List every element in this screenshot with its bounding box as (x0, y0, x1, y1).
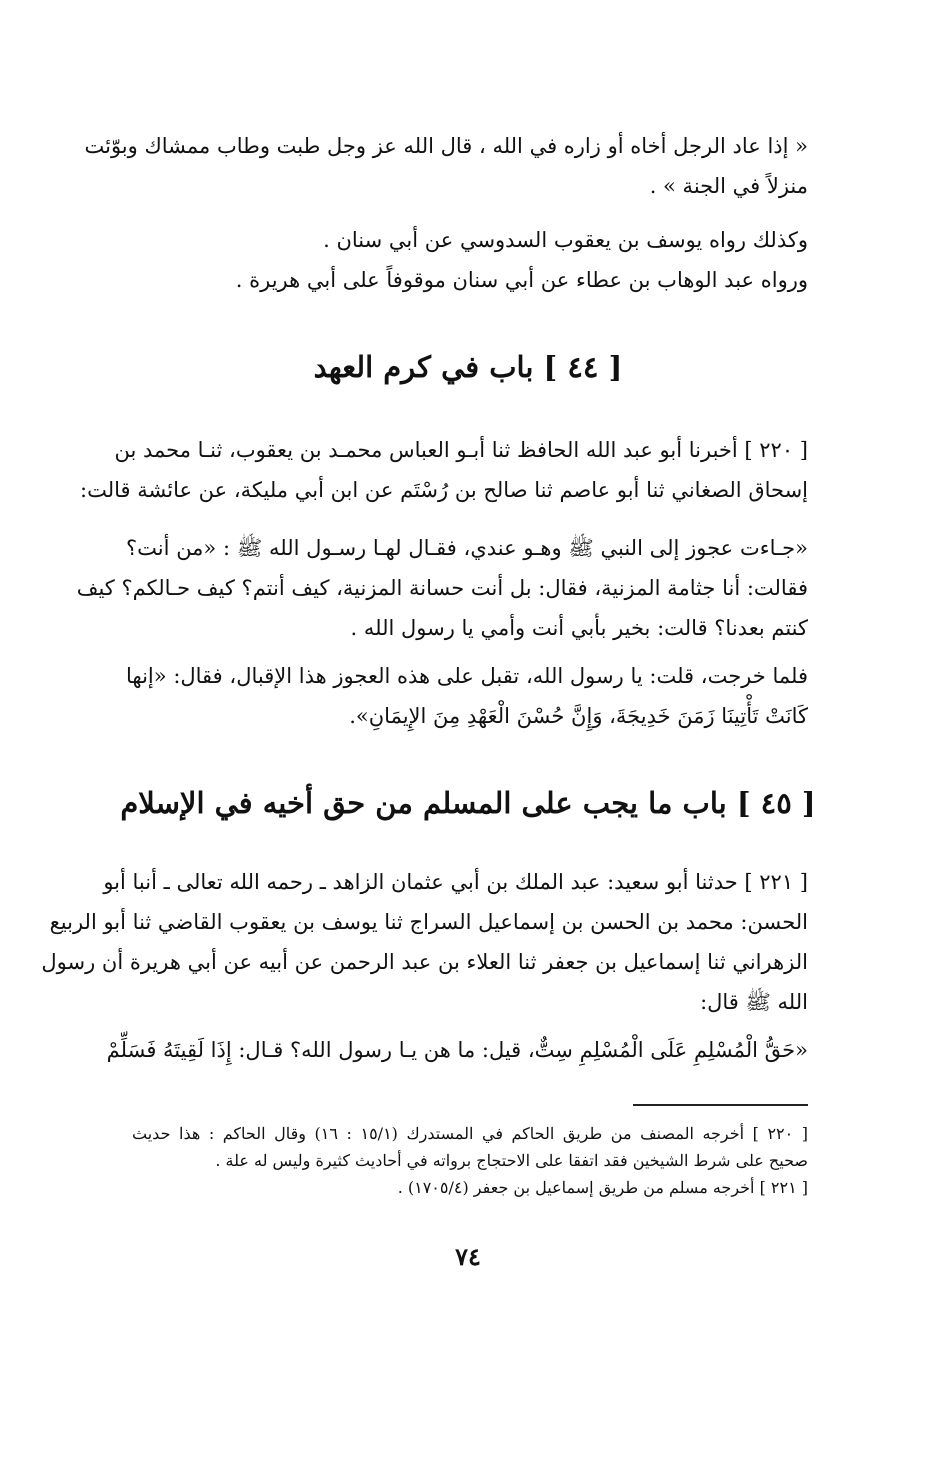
text-line: «حَقُّ الْمُسْلِمِ عَلَى الْمُسْلِمِ سِتٌّ، قيل: ما هن يـا رسول الله؟ قـال: إِذَا لَقِيتَهُ فَسَلِّمْ (106, 1038, 808, 1062)
text-line: منزلاً في الجنة » . (649, 174, 808, 198)
text-line: الحسن: محمد بن الحسن بن إسماعيل السراج ثنا يوسف بن يعقوب القاضي ثنا أبو الربيع (49, 910, 808, 934)
text-line: إسحاق الصغاني ثنا أبو عاصم ثنا صالح بن رُسْتَم عن ابن أبي مليكة، عن عائشة قالت: (80, 478, 808, 502)
text-line: «جـاءت عجوز إلى النبي ﷺ وهـو عندي، فقـال لهـا رسـول الله ﷺ : «من أنت؟ (126, 536, 808, 560)
text-line: وكذلك رواه يوسف بن يعقوب السدوسي عن أبي سنان . (323, 228, 808, 252)
footnote-separator (633, 1104, 808, 1106)
footnote-line: [ ٢٢١ ] أخرجه مسلم من طريق إسماعيل بن جعفر (١٧٠٥/٤) . (397, 1178, 808, 1197)
text-line: « إذا عاد الرجل أخاه أو زاره في الله ، قال الله عز وجل طبت وطاب ممشاك وبوّئت (84, 134, 808, 158)
chapter-heading-44: [ ٤٤ ] باب في كرم العهد (313, 350, 623, 384)
text-line: [ ٢٢٠ ] أخبرنا أبو عبد الله الحافظ ثنا أبـو العباس محمـد بن يعقوب، ثنـا محمد بن (114, 438, 808, 462)
text-line: الزهراني ثنا إسماعيل بن جعفر ثنا العلاء بن عبد الرحمن عن أبيه عن أبي هريرة أن رسول (41, 950, 808, 974)
text-line: فلما خرجت، قلت: يا رسول الله، تقبل على هذه العجوز هذا الإقبال، فقال: «إنها (126, 664, 808, 688)
hadith-221-isnad (41, 862, 808, 1022)
text-line: الله ﷺ قال: (700, 990, 808, 1014)
text-line: ورواه عبد الوهاب بن عطاء عن أبي سنان موقوفاً على أبي هريرة . (235, 268, 808, 292)
text-line: فقالت: أنا جثامة المزنية، فقال: بل أنت حسانة المزنية، كيف أنتم؟ كيف حـالكم؟ كيف (76, 576, 808, 600)
page-number: ٧٤ (455, 1242, 481, 1271)
footnote-line: صحيح على شرط الشيخين فقد اتفقا على الاحتجاج برواته في أحاديث كثيرة وليس له علة . (215, 1151, 808, 1170)
text-line: كَانَتْ تَأْتِينَا زَمَنَ خَدِيجَةَ، وَإِنَّ حُسْنَ الْعَهْدِ مِنَ الإِيمَانِ». (349, 704, 808, 728)
hadith-221-text (106, 1030, 808, 1070)
text-line: [ ٢٢١ ] حدثنا أبو سعيد: عبد الملك بن أبي عثمان الزاهد ـ رحمه الله تعالى ـ أنبا أبو (103, 870, 808, 894)
text-line: كنتم بعدنا؟ قالت: بخير بأبي أنت وأمي يا رسول الله . (350, 616, 808, 640)
chain-notes (156, 220, 808, 300)
hadith-220-text (76, 528, 808, 648)
hadith-220-isnad (80, 430, 808, 510)
footnotes (132, 1120, 808, 1201)
intro-hadith-text (84, 126, 808, 206)
chapter-heading-45: [ ٤٥ ] باب ما يجب على المسلم من حق أخيه في الإسلام (120, 786, 816, 820)
hadith-220-continuation (126, 656, 808, 736)
footnote-line: [ ٢٢٠ ] أخرجه المصنف من طريق الحاكم في المستدرك (١٥/١ : ١٦) وقال الحاكم : هذا حديث (132, 1124, 809, 1143)
